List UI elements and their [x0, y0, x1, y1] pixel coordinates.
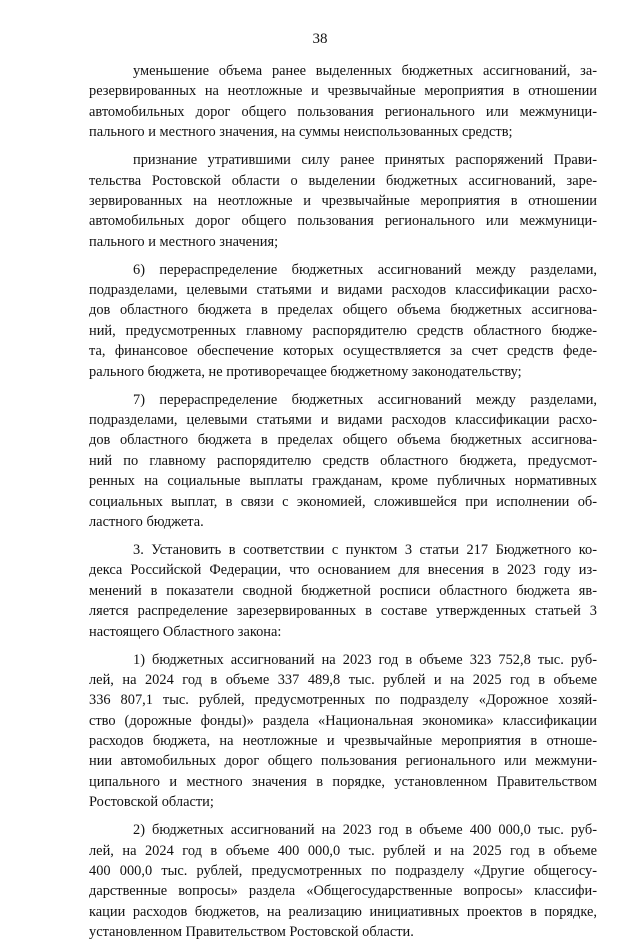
- text-line: нии автомобильных дорог общего пользования регионального или межмуни-: [89, 753, 597, 770]
- text-line: ляется распределение зарезервированных в составе утвержденных статьей 3: [89, 603, 597, 620]
- text-line: настоящего Областного закона:: [89, 623, 282, 640]
- text-line: дов областного бюджета в пределах общего объема бюджетных ассигнова-: [89, 432, 597, 449]
- paragraph-item-7: [89, 390, 597, 533]
- text-line: расходов бюджета, на неотложные и чрезвычайные мероприятия в отноше-: [89, 733, 597, 750]
- document-body: [89, 61, 597, 943]
- text-line: 7) перераспределение бюджетных ассигнований между разделами,: [133, 391, 597, 408]
- text-line: подразделами, целевыми статьями и видами расходов классификации расхо-: [89, 412, 597, 429]
- text-line: подразделами, целевыми статьями и видами расходов классификации расхо-: [89, 282, 597, 299]
- text-line: 1) бюджетных ассигнований на 2023 год в объеме 323 752,8 тыс. руб-: [133, 651, 597, 668]
- paragraph-subitem-2: [89, 820, 597, 942]
- text-line: декса Российской Федерации, что основанием для внесения в 2023 году из-: [89, 562, 597, 579]
- paragraph-section-3: [89, 540, 597, 642]
- text-line: кации расходов бюджетов, на реализацию инициативных проектов в порядке,: [89, 903, 597, 920]
- text-line: ципального и местного значения в порядке, установленном Правительством: [89, 773, 597, 790]
- text-line: признание утратившими силу ранее принятых распоряжений Прави-: [133, 152, 597, 169]
- text-line: резервированных на неотложные и чрезвычайные мероприятия в отношении: [89, 83, 597, 100]
- text-line: 3. Установить в соответствии с пунктом 3 статьи 217 Бюджетного ко-: [133, 541, 597, 558]
- text-line: социальных выплат, в связи с экономией, сложившейся при исполнении об-: [89, 493, 597, 510]
- paragraph-repeal-orders: [89, 150, 597, 252]
- text-line: дов областного бюджета в пределах общего объема бюджетных ассигнова-: [89, 302, 597, 319]
- text-line: автомобильных дорог общего пользования регионального или межмуници-: [89, 213, 597, 230]
- text-line: ренных на социальные выплаты гражданам, кроме публичных нормативных: [89, 473, 597, 490]
- text-line: ний по главному распорядителю средств областного бюджета, предусмот-: [89, 452, 597, 469]
- text-line: Ростовской области;: [89, 794, 214, 811]
- text-line: ластного бюджета.: [89, 513, 204, 530]
- text-line: ний, предусмотренных главному распорядителю средств областного бюдже-: [89, 322, 597, 339]
- text-line: ство (дорожные фонды)» раздела «Национальная экономика» классификации: [89, 712, 597, 729]
- text-line: 2) бюджетных ассигнований на 2023 год в объеме 400 000,0 тыс. руб-: [133, 822, 597, 839]
- text-line: дарственные вопросы» раздела «Общегосударственные вопросы» классифи-: [89, 883, 597, 900]
- text-line: зервированных на неотложные и чрезвычайные мероприятия в отношении: [89, 192, 597, 209]
- text-line: та, финансовое обеспечение которых осуществляется за счет средств феде-: [89, 343, 597, 360]
- text-line: менений в показатели сводной бюджетной росписи областного бюджета яв-: [89, 582, 597, 599]
- text-line: уменьшение объема ранее выделенных бюджетных ассигнований, за-: [133, 63, 597, 79]
- text-line: пального и местного значения, на суммы неиспользованных средств;: [89, 124, 513, 141]
- text-line: рального бюджета, не противоречащее бюджетному законодательству;: [89, 363, 522, 380]
- paragraph-subitem-1: [89, 650, 597, 813]
- text-line: установленном Правительством Ростовской области.: [89, 924, 414, 941]
- text-line: пального и местного значения;: [89, 233, 279, 250]
- text-line: автомобильных дорог общего пользования регионального или межмуници-: [89, 103, 597, 120]
- text-line: 336 807,1 тыс. рублей, предусмотренных по подразделу «Дорожное хозяй-: [89, 692, 597, 709]
- text-line: 6) перераспределение бюджетных ассигнований между разделами,: [133, 261, 597, 278]
- text-line: тельства Ростовской области о выделении бюджетных ассигнований, заре-: [89, 172, 597, 189]
- text-line: 400 000,0 тыс. рублей, предусмотренных по подразделу «Другие общегосу-: [89, 863, 597, 880]
- text-line: лей, на 2024 год в объеме 337 489,8 тыс. рублей и на 2025 год в объеме: [89, 671, 597, 688]
- page-number: 38: [312, 31, 328, 47]
- text-line: лей, на 2024 год в объеме 400 000,0 тыс. рублей и на 2025 год в объеме: [89, 842, 597, 859]
- paragraph-item-6: [89, 260, 597, 382]
- paragraph-reduce-allocations: [89, 61, 597, 143]
